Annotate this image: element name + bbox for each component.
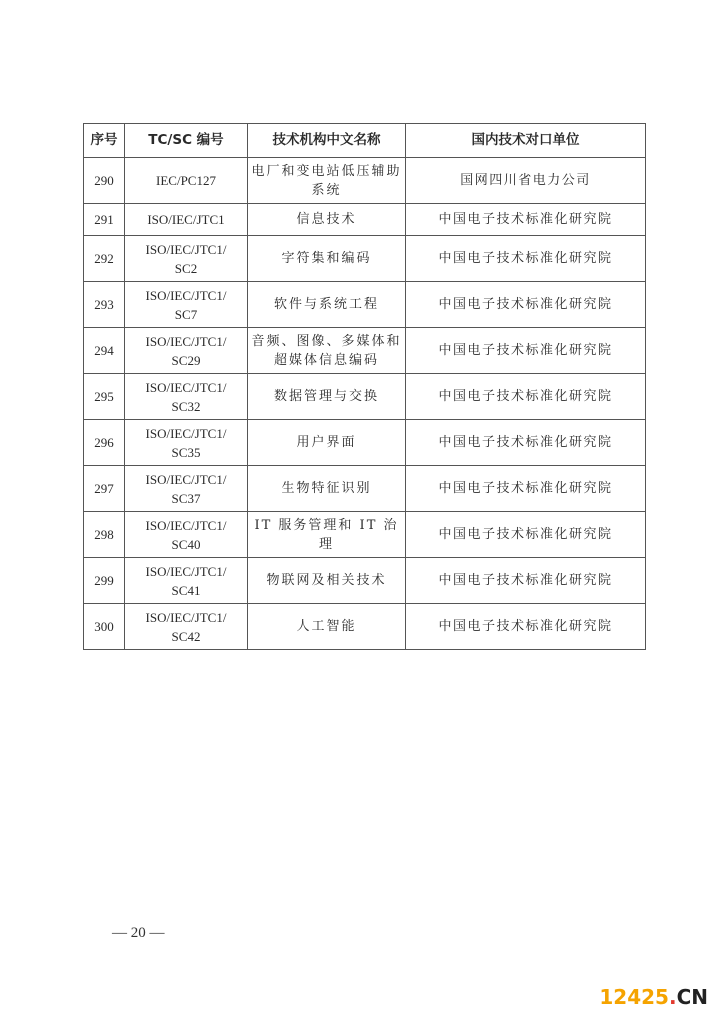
- cell-code: [125, 558, 248, 604]
- header-name: 技术机构中文名称: [248, 124, 406, 158]
- cell-unit: 中国电子技术标准化研究院: [406, 604, 646, 650]
- cell-code: [125, 512, 248, 558]
- header-unit: 国内技术对口单位: [406, 124, 646, 158]
- cell-name-line: 超媒体信息编码: [273, 352, 379, 368]
- cell-name: [248, 466, 406, 512]
- cell-code-line: SC40: [171, 536, 201, 552]
- cell-code-line: ISO/IEC/JTC1/: [145, 287, 227, 303]
- cell-name: [248, 236, 406, 282]
- cell-code-line: SC2: [174, 260, 198, 276]
- cell-unit: 中国电子技术标准化研究院: [406, 236, 646, 282]
- table-row: [84, 158, 646, 204]
- cell-name: [248, 328, 406, 374]
- cell-code: [125, 466, 248, 512]
- cell-unit: 中国电子技术标准化研究院: [406, 466, 646, 512]
- cell-name-line: 电厂和变电站低压辅助: [251, 163, 402, 179]
- cell-name-line: 软件与系统工程: [273, 297, 379, 312]
- table-row: [84, 374, 646, 420]
- cell-code-line: SC42: [171, 628, 201, 644]
- cell-name-line: IT 服务管理和 IT 治理: [254, 517, 399, 552]
- cell-code-line: SC7: [174, 306, 198, 322]
- cell-seq: 300: [84, 604, 125, 650]
- cell-seq: 290: [84, 158, 125, 204]
- cell-name-line: 物联网及相关技术: [266, 573, 387, 588]
- cell-unit: 中国电子技术标准化研究院: [406, 204, 646, 236]
- cell-name-line: 用户界面: [296, 435, 357, 450]
- cell-code: [125, 158, 248, 204]
- table-row: [84, 512, 646, 558]
- cell-name: [248, 204, 406, 236]
- watermark-number: 12425: [599, 985, 669, 1009]
- cell-code-line: ISO/IEC/JTC1: [147, 212, 225, 227]
- cell-code-line: ISO/IEC/JTC1/: [145, 379, 227, 395]
- cell-name-line: 生物特征识别: [281, 481, 372, 496]
- cell-seq: 298: [84, 512, 125, 558]
- cell-code-line: ISO/IEC/JTC1/: [145, 563, 227, 579]
- cell-code-line: SC32: [171, 398, 201, 414]
- cell-code-line: ISO/IEC/JTC1/: [145, 241, 227, 257]
- cell-name: [248, 512, 406, 558]
- cell-seq: 296: [84, 420, 125, 466]
- cell-code-line: ISO/IEC/JTC1/: [145, 425, 227, 441]
- cell-code: [125, 374, 248, 420]
- header-seq: 序号: [84, 124, 125, 158]
- cell-code-line: SC37: [171, 490, 201, 506]
- cell-seq: 291: [84, 204, 125, 236]
- cell-seq: 294: [84, 328, 125, 374]
- cell-code-line: ISO/IEC/JTC1/: [145, 333, 227, 349]
- cell-code-line: SC35: [171, 444, 201, 460]
- cell-unit: 中国电子技术标准化研究院: [406, 558, 646, 604]
- cell-code-line: SC41: [171, 582, 201, 598]
- cell-name-line: 信息技术: [296, 212, 357, 227]
- page-number: — 20 —: [112, 925, 165, 941]
- cell-code: [125, 236, 248, 282]
- cell-name: [248, 604, 406, 650]
- cell-name-line: 人工智能: [296, 619, 357, 634]
- table-row: [84, 204, 646, 236]
- header-code: TC/SC 编号: [125, 124, 248, 158]
- table-row: [84, 466, 646, 512]
- cell-seq: 299: [84, 558, 125, 604]
- cell-code-line: ISO/IEC/JTC1/: [145, 609, 227, 625]
- cell-unit: 中国电子技术标准化研究院: [406, 420, 646, 466]
- table-body: [84, 158, 646, 650]
- cell-name: [248, 558, 406, 604]
- cell-unit: 国网四川省电力公司: [406, 158, 646, 204]
- cell-code-line: ISO/IEC/JTC1/: [145, 471, 227, 487]
- table-row: [84, 420, 646, 466]
- cell-name: [248, 374, 406, 420]
- table-row: [84, 328, 646, 374]
- cell-unit: 中国电子技术标准化研究院: [406, 512, 646, 558]
- cell-code: [125, 604, 248, 650]
- cell-seq: 295: [84, 374, 125, 420]
- watermark-suffix: CN: [676, 985, 708, 1009]
- table-row: [84, 604, 646, 650]
- cell-code-line: SC29: [171, 352, 201, 368]
- cell-name-line: 字符集和编码: [281, 251, 372, 266]
- cell-code-line: ISO/IEC/JTC1/: [145, 517, 227, 533]
- cell-unit: 中国电子技术标准化研究院: [406, 328, 646, 374]
- cell-code: [125, 328, 248, 374]
- table-row: [84, 236, 646, 282]
- table-row: [84, 282, 646, 328]
- cell-code-line: IEC/PC127: [156, 173, 216, 188]
- cell-seq: 293: [84, 282, 125, 328]
- table-row: [84, 558, 646, 604]
- cell-name-line: 音频、图像、多媒体和: [251, 333, 402, 349]
- cell-code: [125, 204, 248, 236]
- site-watermark: [599, 985, 708, 1009]
- cell-unit: 中国电子技术标准化研究院: [406, 282, 646, 328]
- standards-table: [83, 123, 646, 650]
- cell-name-line: 系统: [311, 182, 342, 198]
- cell-name: [248, 420, 406, 466]
- cell-code: [125, 420, 248, 466]
- cell-seq: 297: [84, 466, 125, 512]
- cell-name: [248, 158, 406, 204]
- table-header-row: [84, 124, 646, 158]
- cell-code: [125, 282, 248, 328]
- cell-name: [248, 282, 406, 328]
- cell-seq: 292: [84, 236, 125, 282]
- cell-name-line: 数据管理与交换: [273, 389, 379, 404]
- watermark-dot: .: [668, 985, 677, 1009]
- cell-unit: 中国电子技术标准化研究院: [406, 374, 646, 420]
